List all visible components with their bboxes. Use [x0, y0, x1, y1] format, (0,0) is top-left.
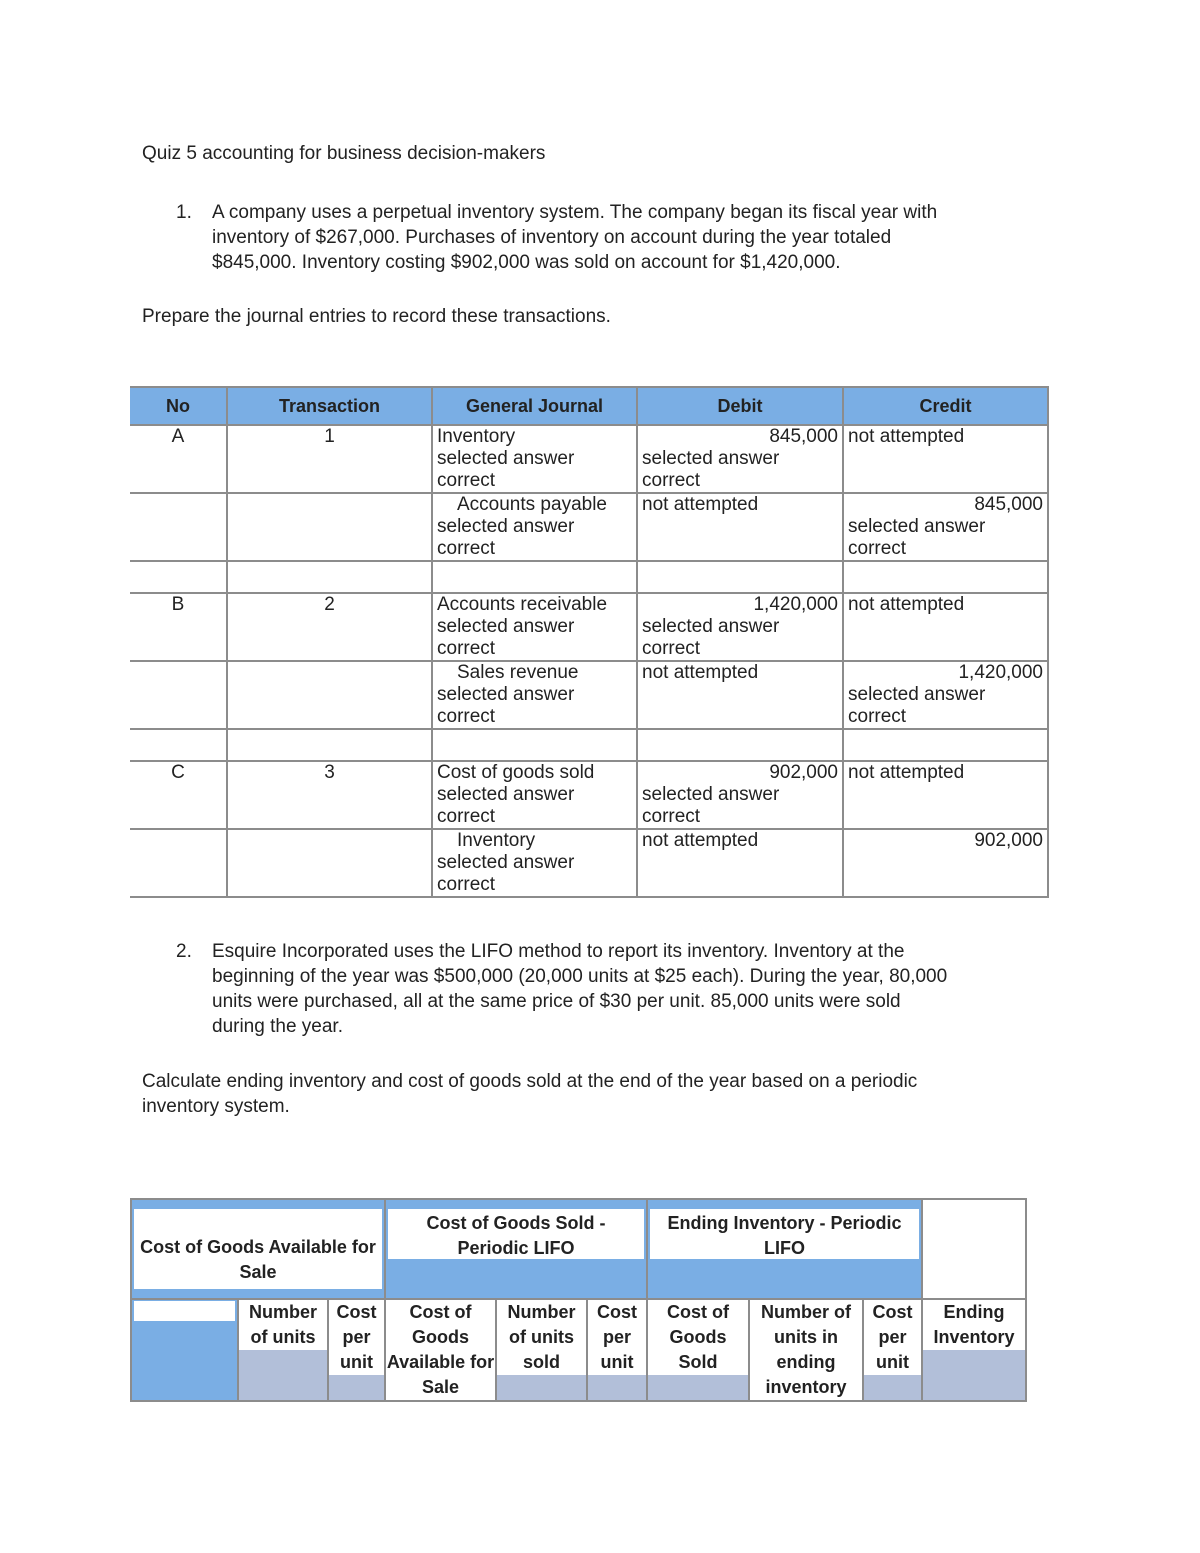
col-units-ending: [749, 1299, 863, 1401]
cell-account[interactable]: [432, 761, 637, 829]
question-text-line: inventory of $267,000. Purchases of inventory on account during the year totaled: [212, 227, 892, 248]
instruction-line: inventory system.: [142, 1096, 290, 1117]
cell-transaction: [227, 661, 432, 729]
feedback-status: correct: [642, 806, 701, 827]
cell-no: [130, 493, 227, 561]
cell-no: C: [130, 761, 227, 829]
feedback-label: selected answer: [642, 784, 780, 805]
cell-account[interactable]: [432, 829, 637, 897]
cell-credit[interactable]: [843, 493, 1048, 561]
feedback-label: selected answer: [437, 852, 575, 873]
account-name: Inventory: [457, 830, 536, 851]
cell-debit[interactable]: [637, 425, 843, 493]
cell-no: [130, 661, 227, 729]
credit-value: 1,420,000: [958, 662, 1043, 683]
feedback-label: selected answer: [437, 784, 575, 805]
group-ei-label: Ending Inventory - Periodic LIFO: [667, 1213, 902, 1258]
table-row: [130, 661, 1048, 729]
page-title: Quiz 5 accounting for business decision-makers: [142, 143, 546, 164]
feedback-status: correct: [848, 706, 907, 727]
question-text-line: $845,000. Inventory costing $902,000 was sold on account for $1,420,000.: [212, 252, 841, 273]
col-cost-per-unit-sold: [587, 1299, 647, 1401]
group-ending-inventory: [647, 1199, 922, 1299]
cell-debit[interactable]: not attempted: [637, 493, 843, 561]
account-name: Inventory: [437, 426, 516, 447]
feedback-status: correct: [437, 470, 496, 491]
feedback-status: correct: [848, 538, 907, 559]
cell-account[interactable]: [432, 593, 637, 661]
col-cost-per-unit-label: Cost per unit: [336, 1302, 377, 1372]
col-ending-inventory-label: Ending Inventory: [933, 1302, 1015, 1347]
question-number: 1.: [176, 202, 192, 223]
feedback-status: correct: [437, 706, 496, 727]
table-row: [130, 593, 1048, 661]
feedback-status: correct: [437, 806, 496, 827]
feedback-label: selected answer: [437, 448, 575, 469]
account-name: Accounts payable: [457, 494, 607, 515]
col-cogs: [647, 1299, 749, 1401]
question-text-line: beginning of the year was $500,000 (20,000 units at $25 each). During the year, 80,000: [212, 966, 948, 987]
spacer-row: [130, 561, 1048, 593]
cell-transaction: 1: [227, 425, 432, 493]
col-cogas: [385, 1299, 496, 1401]
question-text-line: Esquire Incorporated uses the LIFO method to report its inventory. Inventory at the: [212, 941, 905, 962]
col-cogs-label: Cost of Goods Sold: [667, 1302, 730, 1372]
feedback-label: selected answer: [437, 684, 575, 705]
table-header-row: [130, 387, 1048, 425]
table-row: [130, 829, 1048, 897]
question-1-instruction: Prepare the journal entries to record these transactions.: [142, 306, 611, 327]
cell-credit[interactable]: not attempted: [843, 593, 1048, 661]
instruction-line: Calculate ending inventory and cost of goods sold at the end of the year based on a periodic: [142, 1071, 918, 1092]
col-cost-per-unit-label: Cost per unit: [872, 1302, 913, 1372]
col-cost-per-unit: [328, 1299, 385, 1401]
account-name: Cost of goods sold: [437, 762, 595, 783]
group-cogas-label: Cost of Goods Available for Sale: [140, 1237, 376, 1282]
col-label-blank: [131, 1299, 238, 1401]
col-cost-per-unit-label: Cost per unit: [597, 1302, 637, 1372]
cell-no: A: [130, 425, 227, 493]
cell-transaction: 3: [227, 761, 432, 829]
col-cogas-label: Cost of Goods Available for Sale: [386, 1302, 495, 1397]
feedback-status: correct: [437, 638, 496, 659]
feedback-status: correct: [437, 538, 496, 559]
question-2-instruction: [142, 1069, 917, 1119]
debit-value: 845,000: [769, 426, 838, 447]
cell-debit[interactable]: not attempted: [637, 661, 843, 729]
question-text-line: A company uses a perpetual inventory system. The company began its fiscal year with: [212, 202, 938, 223]
feedback-label: selected answer: [642, 616, 780, 637]
group-cogas: [131, 1199, 385, 1299]
col-units-sold-label: Number of units sold: [507, 1302, 576, 1372]
cell-account[interactable]: [432, 661, 637, 729]
account-name: Accounts receivable: [437, 594, 608, 615]
account-name: Sales revenue: [457, 662, 579, 683]
header-debit: Debit: [637, 387, 843, 425]
cell-credit[interactable]: not attempted: [843, 761, 1048, 829]
feedback-status: correct: [642, 638, 701, 659]
feedback-label: selected answer: [848, 516, 986, 537]
feedback-label: selected answer: [437, 616, 575, 637]
credit-value: 845,000: [974, 494, 1043, 515]
col-number-of-units-label: Number of units: [248, 1302, 317, 1347]
group-cogs-label: Cost of Goods Sold - Periodic LIFO: [426, 1213, 606, 1258]
table-row: [130, 493, 1048, 561]
lifo-table: [130, 1198, 1027, 1402]
group-cogs: [385, 1199, 647, 1299]
cell-account[interactable]: [432, 493, 637, 561]
lifo-group-header-row: [131, 1199, 1026, 1299]
feedback-label: selected answer: [642, 448, 780, 469]
feedback-label: selected answer: [437, 516, 575, 537]
col-units-ending-label: Number of units in ending inventory: [761, 1302, 852, 1397]
cell-transaction: [227, 493, 432, 561]
cell-debit[interactable]: [637, 761, 843, 829]
table-row: [130, 425, 1048, 493]
cell-credit[interactable]: 902,000: [843, 829, 1048, 897]
col-number-of-units: [238, 1299, 328, 1401]
feedback-status: correct: [437, 874, 496, 895]
cell-debit[interactable]: [637, 593, 843, 661]
cell-no: B: [130, 593, 227, 661]
cell-debit[interactable]: not attempted: [637, 829, 843, 897]
journal-entries-table: [130, 386, 1049, 898]
debit-value: 902,000: [769, 762, 838, 783]
question-text-line: during the year.: [212, 1016, 343, 1037]
col-ending-inventory: [922, 1299, 1026, 1401]
table-row: [130, 761, 1048, 829]
cell-transaction: [227, 829, 432, 897]
header-credit: Credit: [843, 387, 1048, 425]
spacer-row: [130, 729, 1048, 761]
cell-transaction: 2: [227, 593, 432, 661]
group-blank: [922, 1199, 1026, 1299]
feedback-status: correct: [642, 470, 701, 491]
debit-value: 1,420,000: [753, 594, 838, 615]
header-general-journal: General Journal: [432, 387, 637, 425]
col-units-sold: [496, 1299, 587, 1401]
header-transaction: Transaction: [227, 387, 432, 425]
header-no: No: [130, 387, 227, 425]
cell-account[interactable]: [432, 425, 637, 493]
cell-credit[interactable]: not attempted: [843, 425, 1048, 493]
feedback-label: selected answer: [848, 684, 986, 705]
cell-credit[interactable]: [843, 661, 1048, 729]
question-text-line: units were purchased, all at the same price of $30 per unit. 85,000 units were sold: [212, 991, 901, 1012]
lifo-column-header-row: [131, 1299, 1026, 1401]
col-cost-per-unit-ending: [863, 1299, 922, 1401]
cell-no: [130, 829, 227, 897]
question-number: 2.: [176, 941, 192, 962]
